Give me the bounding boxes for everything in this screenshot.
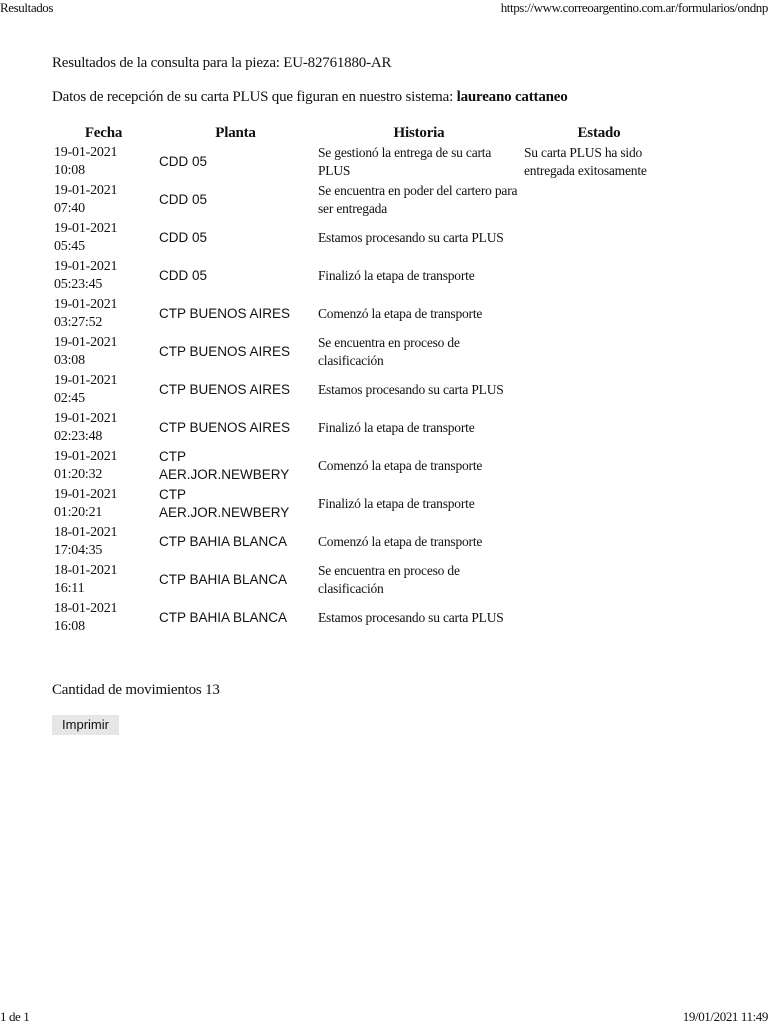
cell-fecha	[53, 258, 154, 294]
table-row	[53, 486, 675, 522]
table-row	[53, 600, 675, 636]
cell-historia: Finalizó la etapa de transporte	[318, 420, 475, 435]
fecha-date: 19-01-2021	[54, 145, 118, 160]
fecha-date: 19-01-2021	[54, 411, 118, 426]
fecha-time: 02:45	[54, 391, 85, 406]
reception-prefix: Datos de recepción de su carta PLUS que figuran en nuestro sistema:	[52, 89, 454, 105]
cell-planta: CTP BAHIA BLANCA	[159, 610, 288, 625]
cell-fecha	[53, 220, 154, 256]
cell-fecha	[53, 410, 154, 446]
tracking-table	[51, 122, 677, 638]
cell-historia: Se gestionó la entrega de su carta PLUS	[318, 145, 492, 178]
cell-fecha	[53, 600, 154, 636]
query-result-line: Resultados de la consulta para la pieza: EU-82761880-AR	[52, 55, 392, 71]
cell-fecha	[53, 486, 154, 522]
fecha-date: 19-01-2021	[54, 259, 118, 274]
table-row	[53, 144, 675, 180]
fecha-time: 05:45	[54, 239, 85, 254]
cell-historia: Comenzó la etapa de transporte	[318, 306, 483, 321]
header-historia: Historia	[393, 124, 445, 141]
fecha-time: 17:04:35	[54, 543, 103, 558]
cell-estado	[523, 410, 675, 446]
print-header-title: Resultados	[0, 0, 54, 15]
cell-estado	[523, 562, 675, 598]
cell-planta: CTP BUENOS AIRES	[159, 420, 291, 435]
cell-estado: Su carta PLUS ha sido entregada exitosamente	[524, 145, 647, 178]
table-row	[53, 220, 675, 256]
table-row	[53, 524, 675, 560]
fecha-time: 03:08	[54, 353, 85, 368]
table-row	[53, 410, 675, 446]
cell-fecha	[53, 334, 154, 370]
table-row	[53, 334, 675, 370]
fecha-date: 19-01-2021	[54, 449, 118, 464]
cell-historia: Estamos procesando su carta PLUS	[318, 230, 504, 245]
fecha-date: 19-01-2021	[54, 221, 118, 236]
cell-historia: Se encuentra en poder del cartero para ser entregada	[318, 183, 518, 216]
print-button[interactable]: Imprimir	[52, 715, 119, 735]
cell-planta: CTP BUENOS AIRES	[159, 382, 291, 397]
fecha-time: 05:23:45	[54, 277, 103, 292]
cell-historia: Se encuentra en proceso de clasificación	[318, 563, 460, 596]
cell-planta: CTP BAHIA BLANCA	[159, 572, 288, 587]
cell-historia: Estamos procesando su carta PLUS	[318, 610, 504, 625]
table-row	[53, 296, 675, 332]
cell-fecha	[53, 524, 154, 560]
cell-historia: Finalizó la etapa de transporte	[318, 496, 475, 511]
fecha-time: 07:40	[54, 201, 85, 216]
cell-historia: Estamos procesando su carta PLUS	[318, 382, 504, 397]
fecha-date: 18-01-2021	[54, 525, 118, 540]
fecha-date: 19-01-2021	[54, 487, 118, 502]
cell-estado	[523, 372, 675, 408]
cell-fecha	[53, 182, 154, 218]
cell-estado	[523, 600, 675, 636]
cell-planta: CTP BUENOS AIRES	[159, 306, 291, 321]
cell-estado	[523, 220, 675, 256]
fecha-date: 19-01-2021	[54, 297, 118, 312]
cell-fecha	[53, 448, 154, 484]
table-row	[53, 562, 675, 598]
print-header-url: https://www.correoargentino.com.ar/formularios/ondnp	[500, 0, 768, 15]
table-row	[53, 182, 675, 218]
fecha-time: 10:08	[54, 163, 85, 178]
fecha-date: 18-01-2021	[54, 563, 118, 578]
cell-fecha	[53, 562, 154, 598]
cell-planta: CDD 05	[159, 230, 208, 245]
cell-historia: Comenzó la etapa de transporte	[318, 458, 483, 473]
fecha-time: 16:08	[54, 619, 85, 634]
cell-fecha	[53, 144, 154, 180]
cell-fecha	[53, 296, 154, 332]
table-row	[53, 448, 675, 484]
fecha-time: 01:20:32	[54, 467, 103, 482]
fecha-date: 19-01-2021	[54, 183, 118, 198]
cell-planta: CDD 05	[159, 268, 208, 283]
cell-planta: CTP AER.JOR.NEWBERY	[159, 449, 290, 482]
cell-planta: CTP AER.JOR.NEWBERY	[159, 487, 290, 520]
fecha-time: 02:23:48	[54, 429, 103, 444]
cell-estado	[523, 448, 675, 484]
cell-historia: Finalizó la etapa de transporte	[318, 268, 475, 283]
table-row	[53, 258, 675, 294]
cell-estado	[523, 296, 675, 332]
cell-estado	[523, 334, 675, 370]
cell-planta: CDD 05	[159, 154, 208, 169]
fecha-time: 03:27:52	[54, 315, 103, 330]
fecha-time: 16:11	[54, 581, 85, 596]
print-footer-datetime: 19/01/2021 11:49	[682, 1009, 768, 1024]
movement-count: Cantidad de movimientos 13	[52, 682, 220, 698]
header-planta: Planta	[215, 124, 256, 141]
table-row	[53, 372, 675, 408]
recipient-name: laureano cattaneo	[456, 89, 568, 105]
cell-historia: Comenzó la etapa de transporte	[318, 534, 483, 549]
cell-estado	[523, 258, 675, 294]
cell-planta: CTP BAHIA BLANCA	[159, 534, 288, 549]
cell-estado	[523, 182, 675, 218]
header-estado: Estado	[577, 124, 621, 141]
cell-estado	[523, 524, 675, 560]
table-header-row	[53, 124, 675, 142]
fecha-date: 19-01-2021	[54, 373, 118, 388]
cell-estado	[523, 486, 675, 522]
print-footer-page: 1 de 1	[0, 1009, 30, 1024]
fecha-time: 01:20:21	[54, 505, 103, 520]
header-fecha: Fecha	[84, 124, 123, 141]
fecha-date: 19-01-2021	[54, 335, 118, 350]
cell-historia: Se encuentra en proceso de clasificación	[318, 335, 460, 368]
reception-line	[52, 89, 568, 106]
cell-planta: CDD 05	[159, 192, 208, 207]
cell-planta: CTP BUENOS AIRES	[159, 344, 291, 359]
fecha-date: 18-01-2021	[54, 601, 118, 616]
cell-fecha	[53, 372, 154, 408]
